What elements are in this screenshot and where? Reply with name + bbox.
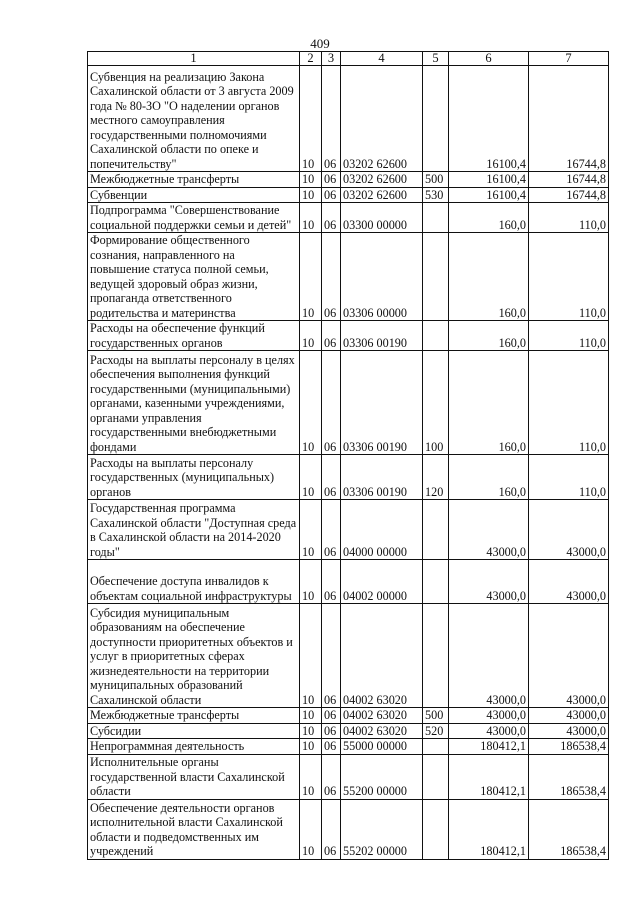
table-row bbox=[88, 739, 609, 755]
expense-type-cell bbox=[423, 604, 449, 708]
table-row bbox=[88, 203, 609, 233]
section-code-cell: 10 bbox=[300, 560, 322, 604]
amount-year2-cell: 16744,8 bbox=[529, 66, 609, 172]
row-name-cell: Подпрограмма "Совершенствование социальной поддержки семьи и детей" bbox=[88, 203, 300, 233]
expense-type-cell: 100 bbox=[423, 351, 449, 455]
target-article-cell: 55000 00000 bbox=[341, 739, 423, 755]
subsection-code-cell: 06 bbox=[322, 203, 341, 233]
expense-type-cell bbox=[423, 233, 449, 321]
subsection-code-cell: 06 bbox=[322, 739, 341, 755]
table-row bbox=[88, 560, 609, 604]
amount-year2-cell: 43000,0 bbox=[529, 500, 609, 560]
row-name-cell: Исполнительные органы государственной власти Сахалинской области bbox=[88, 754, 300, 799]
amount-year1-cell: 43000,0 bbox=[449, 604, 529, 708]
amount-year2-cell: 186538,4 bbox=[529, 799, 609, 859]
budget-table bbox=[87, 51, 609, 860]
amount-year2-cell: 110,0 bbox=[529, 455, 609, 500]
amount-year1-cell: 160,0 bbox=[449, 351, 529, 455]
section-code-cell: 10 bbox=[300, 604, 322, 708]
subsection-code-cell: 06 bbox=[322, 723, 341, 739]
section-code-cell: 10 bbox=[300, 500, 322, 560]
expense-type-cell bbox=[423, 799, 449, 859]
target-article-cell: 04002 00000 bbox=[341, 560, 423, 604]
section-code-cell: 10 bbox=[300, 708, 322, 724]
section-code-cell: 10 bbox=[300, 723, 322, 739]
subsection-code-cell: 06 bbox=[322, 187, 341, 203]
table-row bbox=[88, 604, 609, 708]
subsection-code-cell: 06 bbox=[322, 708, 341, 724]
subsection-code-cell: 06 bbox=[322, 351, 341, 455]
column-header-1: 1 bbox=[88, 52, 300, 66]
amount-year1-cell: 43000,0 bbox=[449, 708, 529, 724]
subsection-code-cell: 06 bbox=[322, 66, 341, 172]
page-number: 409 bbox=[310, 36, 330, 51]
target-article-cell: 03202 62600 bbox=[341, 172, 423, 188]
amount-year1-cell: 160,0 bbox=[449, 233, 529, 321]
amount-year2-cell: 16744,8 bbox=[529, 172, 609, 188]
table-row bbox=[88, 455, 609, 500]
section-code-cell: 10 bbox=[300, 351, 322, 455]
row-name-cell: Межбюджетные трансферты bbox=[88, 708, 300, 724]
row-name-cell: Субсидия муниципальным образованиям на обеспечение доступности приоритетных объектов и услуг в приоритетных сферах жизнедеятельности на территории муниципальных образований Сахалинской области bbox=[88, 604, 300, 708]
row-name-cell: Формирование общественного сознания, направленного на повышение статуса полной семьи, ведущей здоровый образ жизни, пропаганда ответственного родительства и материнства bbox=[88, 233, 300, 321]
amount-year1-cell: 43000,0 bbox=[449, 560, 529, 604]
table-row bbox=[88, 723, 609, 739]
amount-year1-cell: 160,0 bbox=[449, 455, 529, 500]
column-header-6: 6 bbox=[449, 52, 529, 66]
target-article-cell: 03306 00190 bbox=[341, 351, 423, 455]
amount-year1-cell: 43000,0 bbox=[449, 500, 529, 560]
amount-year2-cell: 110,0 bbox=[529, 203, 609, 233]
section-code-cell: 10 bbox=[300, 739, 322, 755]
target-article-cell: 03306 00190 bbox=[341, 321, 423, 351]
target-article-cell: 55202 00000 bbox=[341, 799, 423, 859]
table-row bbox=[88, 172, 609, 188]
table-row bbox=[88, 233, 609, 321]
amount-year2-cell: 43000,0 bbox=[529, 560, 609, 604]
section-code-cell: 10 bbox=[300, 66, 322, 172]
row-name-cell: Субвенции bbox=[88, 187, 300, 203]
table-row bbox=[88, 500, 609, 560]
subsection-code-cell: 06 bbox=[322, 754, 341, 799]
expense-type-cell bbox=[423, 560, 449, 604]
target-article-cell: 03202 62600 bbox=[341, 187, 423, 203]
amount-year1-cell: 16100,4 bbox=[449, 187, 529, 203]
column-header-3: 3 bbox=[322, 52, 341, 66]
row-name-cell: Обеспечение доступа инвалидов к объектам социальной инфраструктуры bbox=[88, 560, 300, 604]
amount-year1-cell: 180412,1 bbox=[449, 754, 529, 799]
row-name-cell: Расходы на обеспечение функций государственных органов bbox=[88, 321, 300, 351]
amount-year1-cell: 43000,0 bbox=[449, 723, 529, 739]
table-row bbox=[88, 708, 609, 724]
section-code-cell: 10 bbox=[300, 799, 322, 859]
row-name-cell: Расходы на выплаты персоналу государственных (муниципальных) органов bbox=[88, 455, 300, 500]
amount-year1-cell: 160,0 bbox=[449, 203, 529, 233]
subsection-code-cell: 06 bbox=[322, 233, 341, 321]
column-header-2: 2 bbox=[300, 52, 322, 66]
target-article-cell: 55200 00000 bbox=[341, 754, 423, 799]
section-code-cell: 10 bbox=[300, 455, 322, 500]
section-code-cell: 10 bbox=[300, 233, 322, 321]
row-name-cell: Непрограммная деятельность bbox=[88, 739, 300, 755]
table-row bbox=[88, 321, 609, 351]
target-article-cell: 04000 00000 bbox=[341, 500, 423, 560]
amount-year2-cell: 110,0 bbox=[529, 351, 609, 455]
expense-type-cell bbox=[423, 500, 449, 560]
row-name-cell: Межбюджетные трансферты bbox=[88, 172, 300, 188]
target-article-cell: 04002 63020 bbox=[341, 723, 423, 739]
row-name-cell: Субвенция на реализацию Закона Сахалинской области от 3 августа 2009 года № 80-ЗО "О наделении органов местного самоуправления государственными полномочиями Сахалинской области по опеке и попечительству" bbox=[88, 66, 300, 172]
expense-type-cell: 530 bbox=[423, 187, 449, 203]
column-header-5: 5 bbox=[423, 52, 449, 66]
amount-year2-cell: 110,0 bbox=[529, 233, 609, 321]
amount-year1-cell: 180412,1 bbox=[449, 799, 529, 859]
section-code-cell: 10 bbox=[300, 172, 322, 188]
subsection-code-cell: 06 bbox=[322, 500, 341, 560]
table-body bbox=[88, 66, 609, 860]
amount-year2-cell: 43000,0 bbox=[529, 723, 609, 739]
amount-year1-cell: 16100,4 bbox=[449, 66, 529, 172]
subsection-code-cell: 06 bbox=[322, 560, 341, 604]
table-row bbox=[88, 799, 609, 859]
amount-year2-cell: 186538,4 bbox=[529, 739, 609, 755]
subsection-code-cell: 06 bbox=[322, 172, 341, 188]
subsection-code-cell: 06 bbox=[322, 604, 341, 708]
amount-year1-cell: 160,0 bbox=[449, 321, 529, 351]
row-name-cell: Государственная программа Сахалинской области "Доступная среда в Сахалинской области на 2014-2020 годы" bbox=[88, 500, 300, 560]
expense-type-cell: 520 bbox=[423, 723, 449, 739]
row-name-cell: Субсидии bbox=[88, 723, 300, 739]
expense-type-cell bbox=[423, 66, 449, 172]
table-row bbox=[88, 66, 609, 172]
table-row bbox=[88, 187, 609, 203]
subsection-code-cell: 06 bbox=[322, 321, 341, 351]
table-row bbox=[88, 351, 609, 455]
section-code-cell: 10 bbox=[300, 754, 322, 799]
target-article-cell: 03306 00190 bbox=[341, 455, 423, 500]
expense-type-cell bbox=[423, 321, 449, 351]
target-article-cell: 03300 00000 bbox=[341, 203, 423, 233]
row-name-cell: Обеспечение деятельности органов исполнительной власти Сахалинской области и подведомственных им учреждений bbox=[88, 799, 300, 859]
section-code-cell: 10 bbox=[300, 203, 322, 233]
target-article-cell: 03306 00000 bbox=[341, 233, 423, 321]
target-article-cell: 04002 63020 bbox=[341, 604, 423, 708]
amount-year2-cell: 43000,0 bbox=[529, 708, 609, 724]
subsection-code-cell: 06 bbox=[322, 799, 341, 859]
amount-year2-cell: 110,0 bbox=[529, 321, 609, 351]
table-header-row bbox=[88, 52, 609, 66]
amount-year2-cell: 43000,0 bbox=[529, 604, 609, 708]
amount-year1-cell: 16100,4 bbox=[449, 172, 529, 188]
target-article-cell: 03202 62600 bbox=[341, 66, 423, 172]
section-code-cell: 10 bbox=[300, 187, 322, 203]
amount-year1-cell: 180412,1 bbox=[449, 739, 529, 755]
expense-type-cell: 500 bbox=[423, 708, 449, 724]
expense-type-cell: 120 bbox=[423, 455, 449, 500]
column-header-4: 4 bbox=[341, 52, 423, 66]
section-code-cell: 10 bbox=[300, 321, 322, 351]
target-article-cell: 04002 63020 bbox=[341, 708, 423, 724]
column-header-7: 7 bbox=[529, 52, 609, 66]
subsection-code-cell: 06 bbox=[322, 455, 341, 500]
amount-year2-cell: 16744,8 bbox=[529, 187, 609, 203]
row-name-cell: Расходы на выплаты персоналу в целях обеспечения выполнения функций государственными (муниципальными) органами, казенными учреждениями, органами управления государственными внебюджетными фондами bbox=[88, 351, 300, 455]
amount-year2-cell: 186538,4 bbox=[529, 754, 609, 799]
expense-type-cell bbox=[423, 739, 449, 755]
expense-type-cell bbox=[423, 754, 449, 799]
table-row bbox=[88, 754, 609, 799]
expense-type-cell: 500 bbox=[423, 172, 449, 188]
expense-type-cell bbox=[423, 203, 449, 233]
